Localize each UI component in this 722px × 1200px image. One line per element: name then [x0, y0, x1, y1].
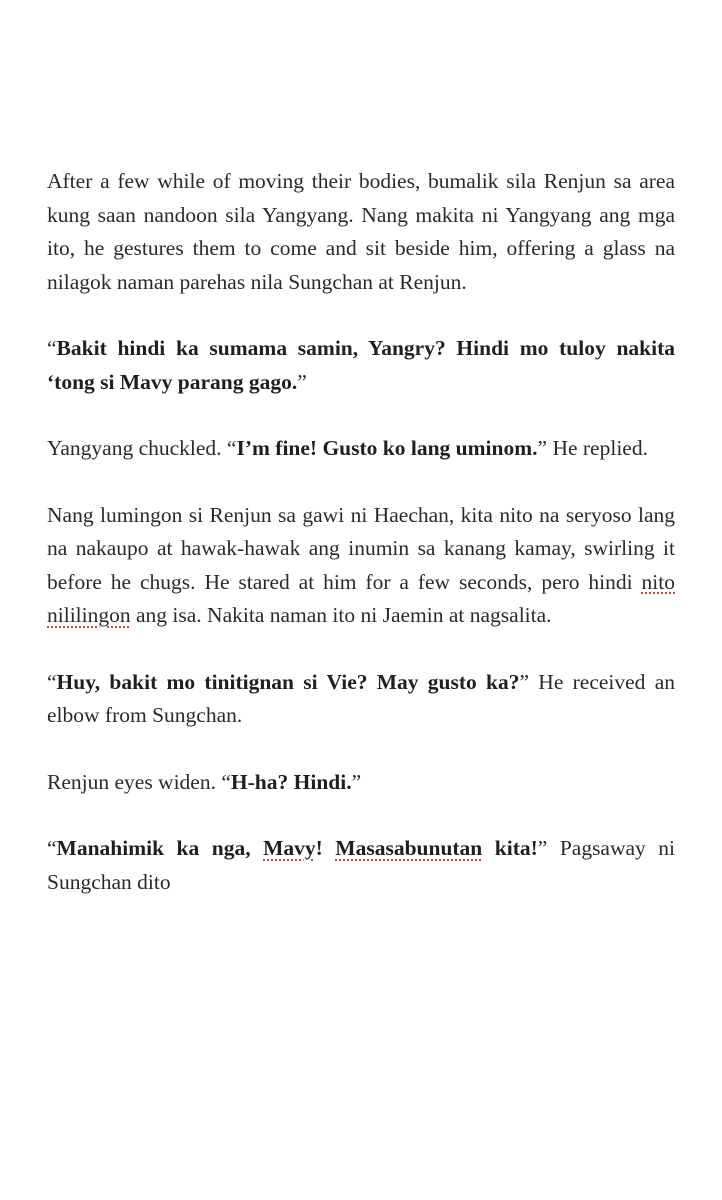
narration-tail: ” Pagsaway ni Sungchan dito	[47, 836, 676, 894]
paragraph-dialogue-2	[47, 432, 675, 466]
paragraph-dialogue-4	[47, 766, 675, 800]
narration-tail: ” He received an elbow from Sungchan.	[47, 669, 675, 727]
paragraph-dialogue-3	[47, 666, 675, 733]
open-quote: “	[47, 669, 57, 694]
dialogue-part: !	[315, 836, 336, 860]
dialogue-bold-text: Bakit hindi ka sumama samin, Yangry? Hindi mo tuloy nakita ‘tong si Mavy parang gago.	[47, 336, 675, 394]
paragraph-narration-2	[47, 499, 675, 633]
narration-tail: ” He replied.	[537, 436, 648, 460]
dialogue-bold-text: H-ha? Hindi.	[230, 769, 352, 794]
spellcheck-word[interactable]: Masasabunutan	[335, 836, 483, 860]
story-text	[47, 165, 675, 932]
dialogue-part: Manahimik ka nga,	[56, 836, 264, 860]
close-quote: ”	[297, 369, 307, 394]
paragraph-dialogue-5	[47, 832, 675, 899]
dialogue-bold-text: Huy, bakit mo tinitignan si Vie? May gusto ka?	[56, 669, 520, 694]
open-quote: “	[47, 836, 57, 860]
dialogue-part: kita!	[482, 836, 538, 860]
narration-lead: Renjun eyes widen. “	[47, 769, 231, 794]
spellcheck-word[interactable]: nililingon	[47, 603, 131, 627]
narration-text: ang isa. Nakita naman ito ni Jaemin at nagsalita.	[130, 603, 552, 627]
paragraph-narration-1	[47, 165, 675, 299]
paragraph-dialogue-1	[47, 332, 675, 399]
dialogue-bold-text	[57, 836, 538, 860]
dialogue-bold-text: I’m fine! Gusto ko lang uminom.	[236, 436, 538, 460]
narration-lead: Yangyang chuckled. “	[47, 436, 237, 460]
narration-text: After a few while of moving their bodies, bumalik sila Renjun sa area kung saan nandoon sila Yangyang. Nang makita ni Yangyang ang mga ito, he gestures them to come and sit beside him, offering a glass na nilagok naman parehas nila Sungchan at Renjun.	[47, 169, 675, 294]
spellcheck-word[interactable]: nito	[641, 569, 675, 594]
close-quote: ”	[351, 769, 362, 794]
open-quote: “	[47, 336, 57, 360]
spellcheck-word[interactable]: Mavy	[263, 836, 316, 860]
narration-text: Nang lumingon si Renjun sa gawi ni Haechan, kita nito na seryoso lang na nakaupo at hawak-hawak ang inumin sa kanang kamay, swirling it before he chugs. He stared at him for a few seconds, pero hindi	[47, 502, 675, 594]
